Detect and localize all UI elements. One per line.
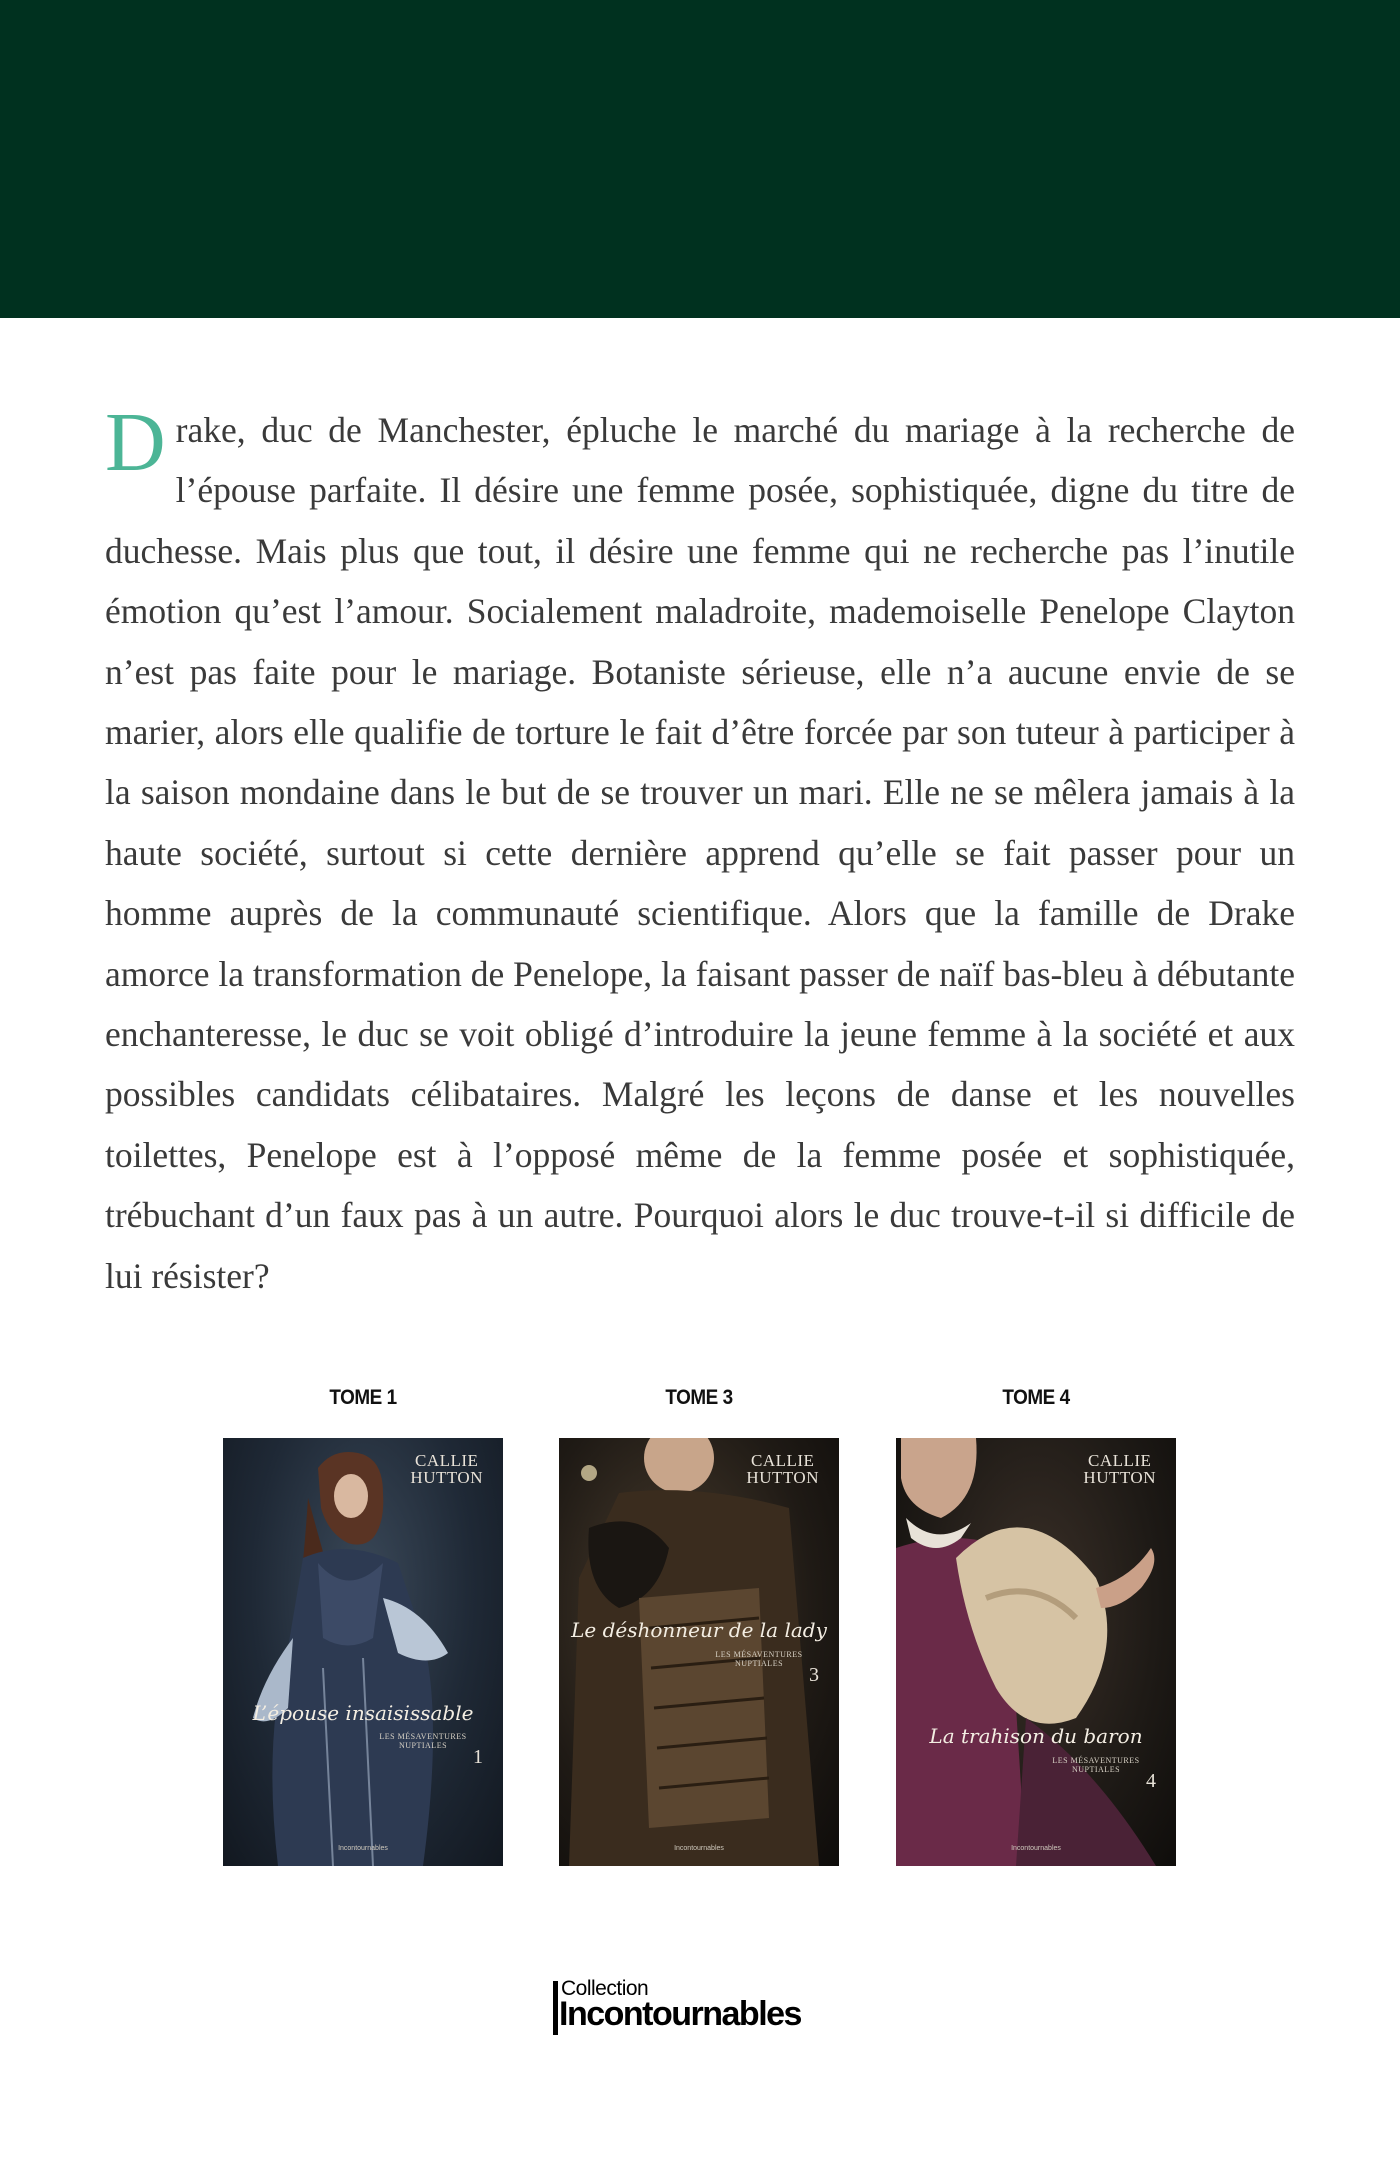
cover-4-illustration xyxy=(896,1438,1176,1866)
cover-3-number: 3 xyxy=(809,1664,819,1686)
logo-bar xyxy=(553,1981,558,2035)
series-line-1: LES MÉSAVENTURES xyxy=(715,1650,803,1659)
book-cover-tome-4 xyxy=(896,1438,1176,1866)
author-last: HUTTON xyxy=(746,1468,819,1487)
logo-incontournables-text: Incontournables xyxy=(559,1995,801,2033)
author-last: HUTTON xyxy=(410,1468,483,1487)
cover-3-publisher: Incontournables xyxy=(674,1845,724,1852)
series-line-1: LES MÉSAVENTURES xyxy=(379,1732,467,1741)
cover-4-series xyxy=(1036,1756,1156,1774)
collection-logo xyxy=(551,1977,851,2035)
cover-1-title: L’épouse insaisissable xyxy=(252,1701,474,1725)
tome-3-label: TOME 3 xyxy=(665,1386,733,1409)
author-last: HUTTON xyxy=(1083,1468,1156,1487)
series-line-2: NUPTIALES xyxy=(398,1741,448,1750)
series-line-2: NUPTIALES xyxy=(1071,1765,1121,1774)
tome-1-label: TOME 1 xyxy=(329,1386,397,1409)
author-first: CALLIE xyxy=(414,1451,479,1470)
blurb-text: rake, duc de Manchester, épluche le marché du mariage à la recherche de l’épouse parfaite. Il désire une femme posée, sophistiquée, digne du titre de duchesse. Mais plus que tout, il désire une femme qui ne recherche pas l’inutile émotion qu’est l’amour. Socialement maladroite, mademoiselle Penelope Clayton n’est pas faite pour le mariage. Botaniste sérieuse, elle n’a aucune envie de se marier, alors elle qualifie de torture le fait d’être forcée par son tuteur à participer à la saison mondaine dans le but de se trouver un mari. Elle ne se mêlera jamais à la haute société, surtout si cette dernière apprend qu’elle se fait passer pour un homme auprès de la communauté scientifique. Alors que la famille de Drake amorce la transformation de Penelope, la faisant passer de naïf bas-bleu à débutante enchanteresse, le duc se voit obligé d’introduire la jeune femme à la société et aux possibles candidats célibataires. Malgré les leçons de danse et les nouvelles toilettes, Penelope est à l’opposé même de la femme posée et sophistiquée, trébuchant d’un faux pas à un autre. Pourquoi alors le duc trouve-t-il si difficile de lui résister? xyxy=(105,410,1295,1296)
top-green-band xyxy=(0,0,1400,318)
book-cover-tome-1 xyxy=(223,1438,503,1866)
series-line-1: LES MÉSAVENTURES xyxy=(1052,1756,1140,1765)
cover-3-series xyxy=(699,1650,819,1668)
drop-cap: D xyxy=(105,396,166,489)
cover-3-title: Le déshonneur de la lady xyxy=(571,1618,827,1642)
cover-1-illustration xyxy=(223,1438,503,1866)
cover-3-author xyxy=(746,1452,819,1486)
book-cover-tome-3 xyxy=(559,1438,839,1866)
cover-4-author xyxy=(1083,1452,1156,1486)
cover-1-series xyxy=(363,1732,483,1750)
cover-4-publisher: Incontournables xyxy=(1011,1845,1061,1852)
tome-4-label: TOME 4 xyxy=(1002,1386,1070,1409)
cover-4-title: La trahison du baron xyxy=(929,1724,1143,1748)
logo-collection-text: Collection xyxy=(561,1977,649,2000)
series-line-2: NUPTIALES xyxy=(734,1659,784,1668)
author-first: CALLIE xyxy=(1087,1451,1152,1470)
back-cover-blurb xyxy=(105,396,1295,1306)
cover-4-number: 4 xyxy=(1146,1770,1156,1792)
author-first: CALLIE xyxy=(750,1451,815,1470)
cover-1-author xyxy=(410,1452,483,1486)
cover-1-publisher: Incontournables xyxy=(338,1845,388,1852)
cover-1-number: 1 xyxy=(473,1746,483,1768)
